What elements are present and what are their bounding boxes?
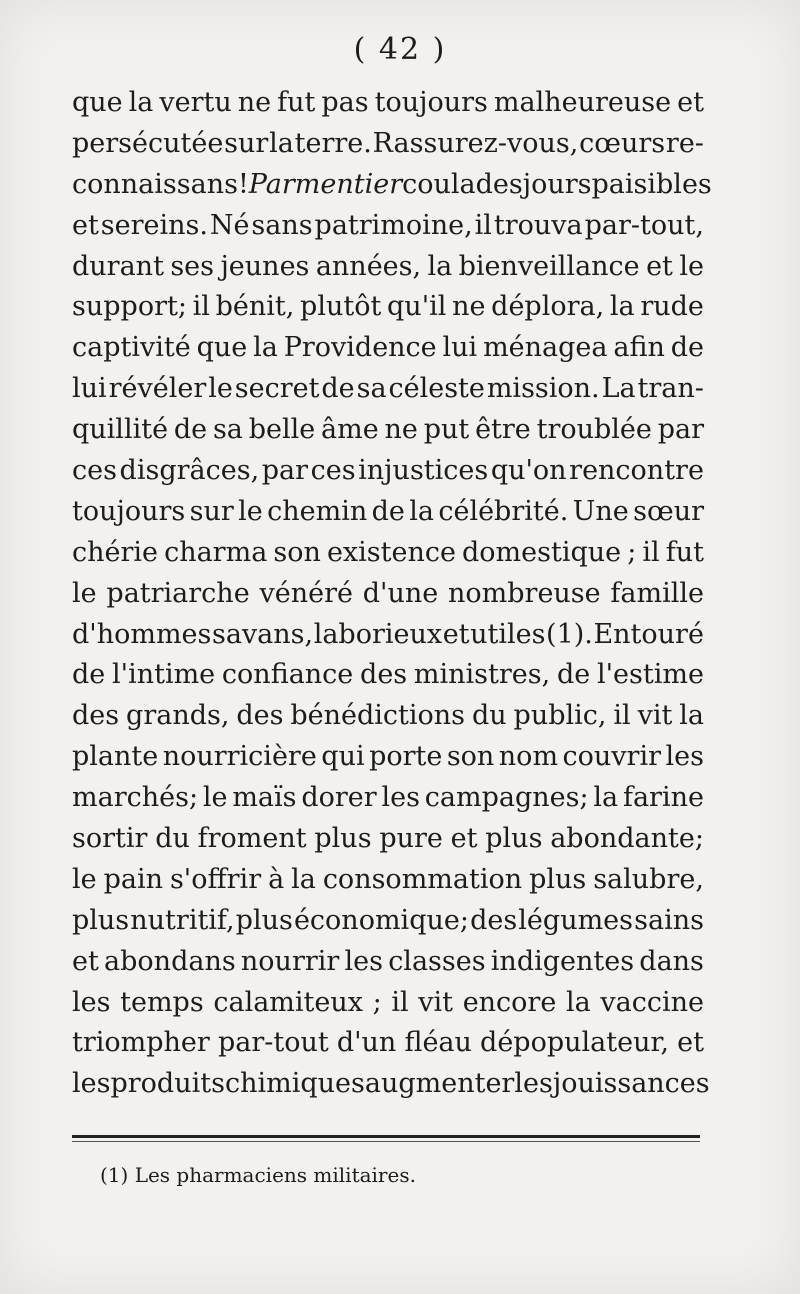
word: plus <box>314 823 372 855</box>
word: des <box>470 904 518 936</box>
word: et <box>646 250 673 282</box>
word: que <box>196 332 248 364</box>
text-line <box>72 696 704 737</box>
word: Rassurez-vous, <box>372 127 579 159</box>
word: grands, <box>126 700 230 732</box>
word: toujours <box>72 495 186 527</box>
word: jours <box>522 168 592 200</box>
word: et <box>677 87 704 118</box>
word: ménagea <box>483 332 608 364</box>
word: maïs <box>232 782 297 814</box>
word: rude <box>640 291 704 323</box>
word: ses <box>170 250 215 282</box>
word: du <box>471 700 507 732</box>
word: paisibles <box>591 168 712 200</box>
word: Entouré <box>593 618 704 650</box>
word: toujours <box>374 87 488 118</box>
word: Parmentier <box>248 168 403 200</box>
word: par-tout <box>217 1027 329 1059</box>
word: existence <box>326 536 456 568</box>
word: injustices <box>358 455 489 487</box>
word: sereins. <box>100 209 208 241</box>
word: abondante; <box>550 823 704 855</box>
word: abondans <box>104 945 236 977</box>
word: chérie <box>72 536 159 568</box>
word: le <box>208 373 233 405</box>
word: sur <box>224 127 269 159</box>
word: et <box>72 209 99 241</box>
word: des <box>72 700 120 732</box>
word: cœurs <box>579 127 666 159</box>
word: Né <box>209 209 250 241</box>
word: bénit, <box>215 291 295 323</box>
word: coula <box>402 168 476 200</box>
word: qui <box>321 741 365 773</box>
word: qu'il <box>387 291 447 323</box>
word: marchés; <box>72 782 199 814</box>
word: sains <box>634 904 704 936</box>
word: afin <box>613 332 665 364</box>
word: célébrité. <box>438 495 569 527</box>
word: les <box>381 782 420 814</box>
word: captivité <box>72 332 191 364</box>
word: de <box>670 332 704 364</box>
word: bienveillance <box>458 250 640 282</box>
word: il <box>642 536 660 568</box>
word: rencontre <box>569 455 704 487</box>
word: de <box>371 495 405 527</box>
word: le <box>72 577 97 609</box>
word: plante <box>72 741 159 773</box>
word: classes <box>388 945 486 977</box>
word: fléau <box>404 1027 472 1059</box>
word: économique; <box>293 904 469 936</box>
footnote: (1) Les pharmaciens militaires. <box>100 1163 416 1187</box>
word: les <box>514 1068 553 1100</box>
word: et <box>450 823 478 855</box>
word: son <box>273 536 321 568</box>
word: nombreuse <box>448 577 601 609</box>
word: dans <box>639 945 704 977</box>
text-line <box>72 737 704 778</box>
word: de <box>72 659 106 691</box>
word: la <box>679 700 704 732</box>
word: La <box>601 373 636 405</box>
word: froment <box>197 823 307 855</box>
word: savans, <box>211 618 314 650</box>
word: ne <box>452 291 486 323</box>
word: farine <box>622 782 704 814</box>
text-line <box>72 206 704 247</box>
word: belle <box>248 414 316 446</box>
word: des <box>475 168 523 200</box>
text-line <box>72 860 704 901</box>
word: porte <box>369 741 443 773</box>
word: couvrir <box>562 741 661 773</box>
text-line <box>72 328 704 369</box>
word: tran- <box>637 373 704 405</box>
text-line <box>72 492 704 533</box>
word: son <box>446 741 495 773</box>
word: chimiques <box>224 1068 365 1100</box>
word: fut <box>665 536 704 568</box>
text-line <box>72 165 712 206</box>
word: sa <box>356 373 387 405</box>
word: le <box>202 782 228 814</box>
word: vaccine <box>600 986 704 1018</box>
word: l'intime <box>112 659 216 691</box>
word: sans <box>251 209 313 241</box>
word: années, <box>315 250 422 282</box>
text-line <box>72 819 704 860</box>
word: temps <box>120 986 204 1018</box>
word: d'une <box>362 577 439 609</box>
word: la <box>409 495 434 527</box>
word: trouva <box>493 209 583 241</box>
word: il <box>391 986 409 1018</box>
text-line <box>72 124 704 165</box>
word: Une <box>572 495 629 527</box>
word: dorer <box>301 782 377 814</box>
word: ne <box>384 414 418 446</box>
word: pas <box>321 87 369 118</box>
word: le <box>72 863 97 895</box>
text-line <box>72 369 704 410</box>
word: indigentes <box>490 945 635 977</box>
word: (1). <box>546 618 593 650</box>
text-line <box>72 533 704 574</box>
text-line <box>72 615 704 656</box>
word: confiance <box>221 659 354 691</box>
word: la <box>427 250 453 282</box>
word: secret <box>234 373 320 405</box>
word: pain <box>103 863 163 895</box>
word: pure <box>379 823 443 855</box>
text-line <box>72 247 704 288</box>
word: de <box>321 373 355 405</box>
word: d'un <box>336 1027 397 1059</box>
word: l'estime <box>596 659 704 691</box>
word: plus <box>485 823 543 855</box>
word: la <box>565 986 591 1018</box>
word: charma <box>164 536 268 568</box>
text-line <box>72 778 704 819</box>
word: patriarche <box>106 577 250 609</box>
word: dépopulateur, <box>480 1027 669 1059</box>
word: à <box>268 863 285 895</box>
word: terre. <box>294 127 372 159</box>
word: troublée <box>536 414 652 446</box>
word: la <box>609 291 635 323</box>
word: re- <box>665 127 704 159</box>
word: les <box>344 945 383 977</box>
word: les <box>72 986 111 1018</box>
word: laborieux <box>313 618 443 650</box>
word: nourrir <box>240 945 340 977</box>
word: la <box>128 87 154 118</box>
word: qu'on <box>490 455 567 487</box>
word: sa <box>212 414 243 446</box>
word: le <box>238 495 263 527</box>
word: jouissances <box>552 1068 710 1100</box>
word: connaissans! <box>72 168 249 200</box>
word: malheureuse <box>493 87 672 118</box>
word: chemin <box>267 495 368 527</box>
word: de <box>173 414 208 446</box>
word: produits <box>110 1068 225 1100</box>
word: disgrâces, <box>119 455 260 487</box>
text-line <box>72 901 704 942</box>
word: put <box>423 414 470 446</box>
text-line <box>72 1023 704 1064</box>
word: plus <box>529 863 587 895</box>
word: et <box>442 618 470 650</box>
word: par-tout, <box>584 209 704 241</box>
word: ces <box>72 455 117 487</box>
word: vit <box>418 986 454 1018</box>
text-line <box>72 410 704 451</box>
word: durant <box>72 250 164 282</box>
text-line <box>72 983 704 1024</box>
word: être <box>475 414 531 446</box>
word: ministres, <box>413 659 551 691</box>
word: il <box>192 291 210 323</box>
word: quillité <box>72 414 169 446</box>
word: par <box>657 414 704 446</box>
word: encore <box>462 986 557 1018</box>
text-line <box>72 655 704 696</box>
word: vertu <box>159 87 232 118</box>
word: famille <box>610 577 704 609</box>
word: plus <box>235 904 293 936</box>
word: consommation <box>322 863 523 895</box>
text-line <box>72 942 704 983</box>
word: d'hommes <box>72 618 212 650</box>
footnote-rule <box>72 1135 700 1138</box>
word: sur <box>189 495 234 527</box>
word: lui <box>72 373 107 405</box>
word: par <box>261 455 309 487</box>
word: fut <box>277 87 316 118</box>
page-number: ( 42 ) <box>353 32 447 67</box>
word: public, <box>513 700 607 732</box>
word: nutritif, <box>130 904 235 936</box>
word: il <box>474 209 492 241</box>
word: le <box>679 250 704 282</box>
word: ; <box>372 986 382 1018</box>
word: et <box>677 1027 704 1059</box>
word: céleste <box>388 373 485 405</box>
word: du <box>155 823 190 855</box>
word: des <box>360 659 408 691</box>
word: nom <box>498 741 559 773</box>
word: jeunes <box>220 250 310 282</box>
text-line <box>72 1064 710 1105</box>
word: calamiteux <box>213 986 363 1018</box>
word: utiles <box>470 618 546 650</box>
word: lui <box>442 332 478 364</box>
word: campagnes; <box>424 782 589 814</box>
word: Providence <box>283 332 437 364</box>
word: triompher <box>72 1027 210 1059</box>
word: ne <box>237 87 272 118</box>
word: les <box>665 741 704 773</box>
word: les <box>72 1068 111 1100</box>
word: la <box>269 127 294 159</box>
word: la <box>593 782 619 814</box>
word: la <box>253 332 278 364</box>
word: salubre, <box>593 863 704 895</box>
text-line <box>72 83 704 124</box>
word: âme <box>321 414 379 446</box>
word: bénédictions <box>290 700 466 732</box>
word: domestique <box>462 536 622 568</box>
word: et <box>72 945 99 977</box>
word: plutôt <box>300 291 382 323</box>
word: sœur <box>633 495 704 527</box>
word: la <box>291 863 316 895</box>
text-line <box>72 574 704 615</box>
word: légumes <box>518 904 634 936</box>
word: il <box>613 700 631 732</box>
word: persécutée <box>72 127 224 159</box>
word: révéler <box>108 373 207 405</box>
body-text <box>72 83 712 1105</box>
word: augmenter <box>364 1068 515 1100</box>
word: patrimoine, <box>314 209 473 241</box>
word: s'offrir <box>169 863 262 895</box>
word: ; <box>627 536 637 568</box>
text-line <box>72 287 704 328</box>
word: que <box>72 87 123 118</box>
word: de <box>556 659 591 691</box>
word: support; <box>72 291 187 323</box>
word: vit <box>637 700 673 732</box>
word: mission. <box>486 373 600 405</box>
word: déplora, <box>491 291 605 323</box>
word: vénéré <box>259 577 353 609</box>
word: des <box>236 700 284 732</box>
word: plus <box>72 904 130 936</box>
footnote-rule-thin <box>72 1141 700 1142</box>
word: sortir <box>72 823 148 855</box>
word: ces <box>310 455 356 487</box>
text-line <box>72 451 704 492</box>
word: nourricière <box>162 741 317 773</box>
